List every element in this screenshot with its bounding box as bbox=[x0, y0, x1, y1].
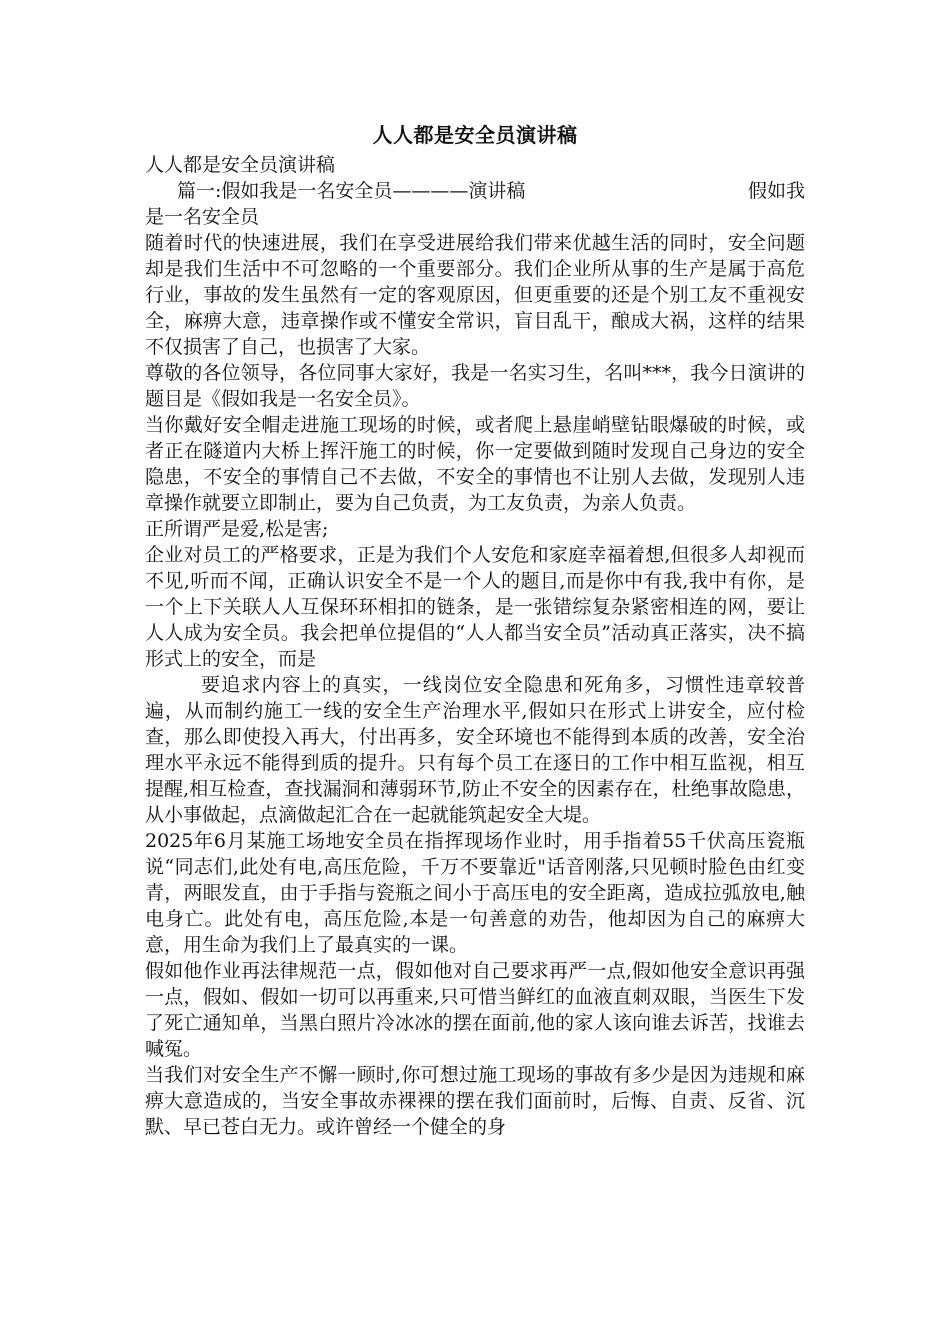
section-heading-right: 假如我 bbox=[747, 180, 805, 202]
document-body bbox=[145, 118, 805, 1140]
paragraph: 随着时代的快速进展，我们在享受进展给我们带来优越生活的同时，安全问题却是我们生活中不可忽略的一个重要部分。我们企业所从事的生产是属于高危行业，事故的发生虽然有一定的客观原因，但更重要的还是个别工友不重视安全，麻痹大意，违章操作或不懂安全常识，盲目乱干，酿成大祸，这样的结果不仅损害了自己，也损害了大家。 bbox=[145, 232, 805, 358]
section-heading-tail: 是一名安全员 bbox=[145, 206, 260, 228]
paragraph: 假如他作业再法律规范一点，假如他对自己要求再严一点,假如他安全意识再强一点，假如、假如一切可以再重来,只可惜当鲜红的血液直刺双眼，当医生下发了死亡通知单，当黑白照片冷冰冰的摆在面前,他的家人该向谁去诉苦，找谁去喊冤。 bbox=[145, 960, 805, 1060]
paragraph: 当你戴好安全帽走进施工现场的时候，或者爬上悬崖峭壁钻眼爆破的时候，或者正在隧道内大桥上挥汗施工的时候，你一定要做到随时发现自己身边的安全隐患，不安全的事情自己不去做，不安全的事情也不让别人去做，发现别人违章操作就要立即制止，要为自己负责，为工友负责，为亲人负责。 bbox=[145, 414, 805, 514]
document-subtitle: 人人都是安全员演讲稿 bbox=[145, 154, 336, 176]
section-heading bbox=[145, 178, 805, 204]
paragraph: 当我们对安全生产不懈一顾时,你可想过施工现场的事故有多少是因为违规和麻痹大意造成的，当安全事故赤裸裸的摆在我们面前时，后悔、自责、反省、沉默、早已苍白无力。或许曾经一个健全的身 bbox=[145, 1064, 805, 1138]
document-title: 人人都是安全员演讲稿 bbox=[372, 123, 578, 147]
paragraph: 正所谓严是爱,松是害; bbox=[145, 518, 329, 540]
paragraph: 2025年6月某施工场地安全员在指挥现场作业时，用手指着55千伏高压瓷瓶说“同志们,此处有电,高压危险，千万不要靠近"话音刚落,只见顿时脸色由红变青，两眼发直，由于手指与瓷瓶之间小于高压电的安全距离，造成拉弧放电,触电身亡。此处有电，高压危险,本是一句善意的劝告，他却因为自己的麻痹大意，用生命为我们上了最真实的一课。 bbox=[145, 830, 805, 956]
section-heading-left: 篇一:假如我是一名安全员————演讲稿 bbox=[177, 180, 526, 202]
paragraph: 要追求内容上的真实，一线岗位安全隐患和死角多，习惯性违章较普遍，从而制约施工一线的安全生产治理水平,假如只在形式上讲安全，应付检查，那么即使投入再大，付出再多，安全环境也不能得到本质的改善，安全治理水平永远不能得到质的提升。只有每个员工在逐日的工作中相互监视，相互提醒,相互检查，查找漏洞和薄弱环节,防止不安全的因素存在，杜绝事故隐患，从小事做起，点滴做起汇合在一起就能筑起安全大堤。 bbox=[145, 674, 805, 826]
paragraph: 企业对员工的严格要求，正是为我们个人安危和家庭幸福着想,但很多人却视而不见,听而不闻，正确认识安全不是一个人的题目,而是你中有我,我中有你，是一个上下关联人人互保环环相扣的链条，是一张错综复杂紧密相连的网，要让人人成为安全员。我会把单位提倡的“人人都当安全员”活动真正落实，决不搞形式上的安全，而是 bbox=[145, 544, 805, 670]
paragraph: 尊敬的各位领导，各位同事大家好，我是一名实习生，名叫***，我今日演讲的题目是《假如我是一名安全员》。 bbox=[145, 362, 805, 410]
